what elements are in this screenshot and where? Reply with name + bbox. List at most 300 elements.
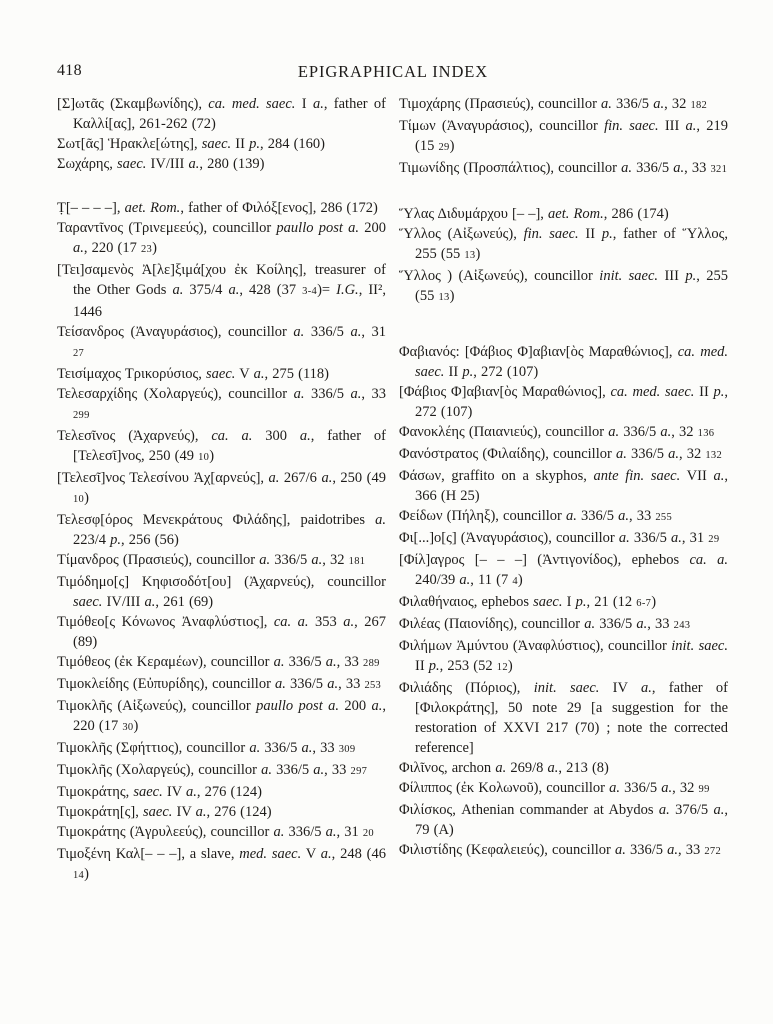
letter-group bbox=[57, 94, 386, 174]
entry-text: , 267 (89) bbox=[73, 614, 386, 650]
entry-text: I bbox=[562, 594, 576, 610]
entry-text: 376/5 bbox=[669, 802, 714, 818]
latin-abbrev-italic: fin. saec. bbox=[604, 118, 659, 134]
entry-text: , 31 bbox=[361, 324, 387, 340]
entry-text: , 31 bbox=[336, 824, 363, 840]
index-entry bbox=[399, 840, 728, 862]
entry-text: , 33 bbox=[629, 508, 656, 524]
latin-abbrev-italic: a. bbox=[343, 614, 355, 630]
entry-text: 336/5 bbox=[619, 424, 661, 440]
entry-text: [Φίλ]αγρος [– – –] (Ἀντιγονίδος), ephebos bbox=[399, 552, 690, 568]
index-entry bbox=[399, 158, 728, 180]
latin-abbrev-italic: a. bbox=[293, 324, 305, 340]
index-entry bbox=[399, 614, 728, 636]
entry-text: , 11 (7 bbox=[470, 572, 513, 588]
entry-text: , 21 (12 bbox=[586, 594, 637, 610]
entry-text: , II², 1446 bbox=[73, 282, 386, 320]
latin-abbrev-italic: a. bbox=[312, 96, 324, 112]
entry-text: , 79 (A) bbox=[415, 802, 728, 838]
entry-text: Σωχάρης, bbox=[57, 156, 118, 172]
latin-abbrev-italic: p. bbox=[462, 364, 474, 380]
line-number-small: 23 bbox=[140, 244, 153, 255]
index-entry bbox=[57, 738, 386, 760]
entry-text: 336/5 bbox=[626, 446, 669, 462]
entry-text: Τίμανδρος (Πρασιεύς), councillor bbox=[57, 552, 260, 568]
line-number-small: 132 bbox=[705, 450, 722, 461]
latin-abbrev-italic: a. bbox=[325, 824, 337, 840]
entry-text: Ὕλλος (Αἰξωνεύς), bbox=[399, 226, 524, 242]
index-entry bbox=[399, 758, 728, 778]
entry-text: Σωτ[ᾶς] Ἡρακλε[ώτης], bbox=[57, 136, 202, 152]
entry-text: 336/5 bbox=[625, 842, 668, 858]
latin-abbrev-italic: p. bbox=[110, 532, 122, 548]
entry-text: Φαβιανός: [Φάβιος Φ]αβιαν[ὸς Μαραθώνιος], bbox=[399, 344, 678, 360]
line-number-small: 136 bbox=[697, 428, 715, 439]
entry-text: V bbox=[235, 366, 254, 382]
index-entry bbox=[399, 678, 728, 758]
latin-abbrev-italic: a. bbox=[327, 676, 339, 692]
latin-abbrev-italic: a. bbox=[658, 802, 670, 818]
index-entry bbox=[399, 422, 728, 444]
line-number-small: 14 bbox=[73, 870, 85, 881]
line-number-small: 30 bbox=[122, 722, 134, 733]
line-number-small: 10 bbox=[198, 452, 210, 463]
entry-text: 353 bbox=[308, 614, 344, 630]
latin-abbrev-italic: saec. bbox=[117, 156, 147, 172]
entry-text: [Τελεσῖ]νος Τελεσίνου Ἀχ[αρνεύς], bbox=[57, 470, 269, 486]
entry-text: , 276 (124) bbox=[196, 784, 262, 800]
entry-text: )= bbox=[317, 282, 337, 298]
index-entry bbox=[57, 364, 386, 384]
entry-text: 336/5 bbox=[285, 676, 328, 692]
entry-text: ) bbox=[209, 448, 215, 464]
entry-text: , 256 (56) bbox=[121, 532, 179, 548]
entry-text: Φιλιάδης (Πόριος), bbox=[399, 680, 534, 696]
entry-text: , 272 (107) bbox=[415, 384, 728, 420]
entry-text: , father of Καλλί[ας], 261-262 (72) bbox=[73, 96, 386, 132]
index-entry bbox=[57, 696, 386, 738]
latin-abbrev-italic: init. saec. bbox=[599, 268, 659, 284]
line-number-small: 3-4 bbox=[302, 286, 318, 297]
latin-abbrev-italic: p. bbox=[601, 226, 613, 242]
entry-text: Φιλήμων Ἀμύντου (Ἀναφλύστιος), councillor bbox=[399, 638, 672, 654]
index-entry bbox=[399, 94, 728, 116]
entry-text: 336/5 bbox=[272, 762, 314, 778]
latin-abbrev-italic: p. bbox=[249, 136, 260, 152]
entry-text: Τεισίμαχος Τρικορύσιος, bbox=[57, 366, 207, 382]
entry-text: ) bbox=[84, 866, 89, 882]
latin-abbrev-italic: a. bbox=[195, 804, 207, 820]
latin-abbrev-italic: init. saec. bbox=[671, 638, 728, 654]
right-column bbox=[399, 94, 728, 862]
entry-text: Φανοκλέης (Παιανιεύς), councillor bbox=[399, 424, 609, 440]
latin-abbrev-italic: a. bbox=[608, 424, 620, 440]
entry-text: II bbox=[444, 364, 463, 380]
latin-abbrev-italic: a. bbox=[301, 740, 313, 756]
entry-text: , father of Φιλόξ[ενος], 286 (172) bbox=[180, 200, 378, 216]
index-entry bbox=[399, 204, 728, 224]
latin-abbrev-italic: a. bbox=[273, 824, 285, 840]
index-entry bbox=[57, 674, 386, 696]
latin-abbrev-italic: a. bbox=[275, 676, 286, 692]
latin-abbrev-italic: saec. bbox=[133, 784, 163, 800]
entry-text: IV bbox=[162, 784, 187, 800]
latin-abbrev-italic: a. bbox=[299, 428, 311, 444]
entry-text: 336/5 bbox=[304, 324, 351, 340]
latin-abbrev-italic: a. bbox=[495, 760, 507, 776]
latin-abbrev-italic: saec. bbox=[201, 136, 232, 152]
entry-text: 336/5 bbox=[595, 616, 637, 632]
entry-text: , 284 (160) bbox=[259, 136, 325, 152]
entry-text: Φιλιστίδης (Κεφαλειεύς), councillor bbox=[399, 842, 615, 858]
latin-abbrev-italic: a. bbox=[371, 698, 383, 714]
latin-abbrev-italic: a. bbox=[325, 654, 337, 670]
entry-text: V bbox=[301, 846, 321, 862]
latin-abbrev-italic: aet. Rom. bbox=[548, 206, 604, 222]
entry-text: 336/5 bbox=[611, 96, 654, 112]
index-entry bbox=[57, 782, 386, 802]
entry-text: Φιλίσκος, Athenian commander at Abydos bbox=[399, 802, 659, 818]
entry-text: ) bbox=[133, 718, 139, 734]
index-entry bbox=[57, 822, 386, 844]
index-entry bbox=[399, 466, 728, 506]
entry-text: , 213 (8) bbox=[558, 760, 609, 776]
entry-text: , 275 (118) bbox=[264, 366, 329, 382]
index-entry bbox=[57, 94, 386, 134]
entry-text: , 286 (174) bbox=[603, 206, 669, 222]
entry-text: [Τει]σαμενὸς Ἀ[λε]ξιμά[χου ἐκ Κοίλης], treasurer of the Other Gods bbox=[57, 262, 386, 298]
latin-abbrev-italic: a. bbox=[313, 762, 325, 778]
index-entry bbox=[399, 444, 728, 466]
line-number-small: 13 bbox=[464, 250, 476, 261]
index-entry bbox=[399, 778, 728, 800]
latin-abbrev-italic: saec. bbox=[73, 594, 103, 610]
latin-abbrev-italic: a. bbox=[636, 616, 648, 632]
entry-text: , 255 (55 bbox=[415, 268, 728, 304]
entry-text: Τιμωνίδης (Προσπάλτιος), councillor bbox=[399, 160, 622, 176]
entry-text: 200 bbox=[359, 220, 387, 236]
entry-text: Φίλιππος (ἐκ Κολωνοῦ), councillor bbox=[399, 780, 610, 796]
entry-text: Τιμόθεος (ἐκ Κεραμέων), councillor bbox=[57, 654, 274, 670]
index-entry bbox=[57, 550, 386, 572]
line-number-small: 309 bbox=[338, 744, 356, 755]
latin-abbrev-italic: a. bbox=[228, 282, 240, 298]
latin-abbrev-italic: a. bbox=[673, 160, 685, 176]
index-entry bbox=[399, 800, 728, 840]
letter-group bbox=[399, 204, 728, 308]
entry-text: II bbox=[415, 658, 429, 674]
index-entry bbox=[57, 468, 386, 510]
latin-abbrev-italic: a. bbox=[668, 446, 679, 462]
letter-group bbox=[399, 94, 728, 180]
latin-abbrev-italic: fin. saec. bbox=[523, 226, 579, 242]
entry-text: Τελεσφ[όρος Μενεκράτους Φιλάδης], paidotribes bbox=[57, 512, 376, 528]
entry-text: , 220 (17 bbox=[83, 240, 141, 256]
latin-abbrev-italic: a. bbox=[268, 470, 280, 486]
latin-abbrev-italic: med. saec. bbox=[239, 846, 302, 862]
entry-text: II bbox=[578, 226, 602, 242]
index-entry bbox=[57, 844, 386, 886]
line-number-small: 99 bbox=[698, 784, 710, 795]
latin-abbrev-italic: a. bbox=[350, 324, 362, 340]
entry-text: , 32 bbox=[678, 446, 706, 462]
entry-text: Φιλαθήναιος, ephebos bbox=[399, 594, 534, 610]
line-number-small: 6-7 bbox=[636, 598, 652, 609]
latin-abbrev-italic: a. bbox=[621, 160, 632, 176]
latin-abbrev-italic: a. bbox=[253, 366, 265, 382]
entry-text: , 280 (139) bbox=[199, 156, 265, 172]
entry-text: [Φάβιος Φ]αβιαν[ὸς Μαραθώνιος], bbox=[399, 384, 611, 400]
index-entry bbox=[57, 384, 386, 426]
entry-text: 269/8 bbox=[506, 760, 548, 776]
running-title: EPIGRAPHICAL INDEX bbox=[297, 62, 489, 81]
line-number-small: 253 bbox=[364, 680, 382, 691]
line-number-small: 255 bbox=[655, 512, 673, 523]
index-entry bbox=[399, 266, 728, 308]
entry-text: , father of Ὕλλος, 255 (55 bbox=[415, 226, 728, 262]
entry-text: III bbox=[658, 118, 686, 134]
entry-text: ) bbox=[507, 658, 513, 674]
line-number-small: 4 bbox=[512, 576, 518, 587]
entry-text: IV bbox=[172, 804, 196, 820]
line-number-small: 20 bbox=[362, 828, 374, 839]
index-entry bbox=[399, 224, 728, 266]
entry-text: Φάσων, graffito on a skyphos, bbox=[399, 468, 594, 484]
entry-text: Τιμοκράτη[ς], bbox=[57, 804, 143, 820]
entry-text: 375/4 bbox=[183, 282, 229, 298]
line-number-small: 29 bbox=[708, 534, 720, 545]
index-columns bbox=[57, 94, 729, 886]
entry-text: IV/III bbox=[146, 156, 189, 172]
entry-text: VII bbox=[680, 468, 714, 484]
entry-text: ) bbox=[651, 594, 657, 610]
left-column bbox=[57, 94, 386, 886]
entry-text: , 33 bbox=[336, 654, 364, 670]
latin-abbrev-italic: a. bbox=[584, 616, 596, 632]
latin-abbrev-italic: a. bbox=[618, 530, 630, 546]
latin-abbrev-italic: a. bbox=[618, 508, 629, 524]
line-number-small: 297 bbox=[350, 766, 368, 777]
latin-abbrev-italic: a. bbox=[188, 156, 200, 172]
latin-abbrev-italic: p. bbox=[685, 268, 697, 284]
entry-text: ) bbox=[517, 572, 523, 588]
line-number-small: 12 bbox=[496, 662, 508, 673]
page-number: 418 bbox=[57, 62, 82, 79]
line-number-small: 13 bbox=[438, 292, 450, 303]
line-number-small: 272 bbox=[704, 846, 722, 857]
index-entry bbox=[399, 382, 728, 422]
latin-abbrev-italic: saec. bbox=[142, 804, 173, 820]
entry-text: , 250 (49 bbox=[332, 470, 386, 486]
entry-text: Τιμοχάρης (Πρασιεύς), councillor bbox=[399, 96, 602, 112]
latin-abbrev-italic: a. bbox=[565, 508, 577, 524]
latin-abbrev-italic: ca. med. saec. bbox=[208, 96, 296, 112]
latin-abbrev-italic: a. bbox=[641, 680, 652, 696]
entry-text: , 33 bbox=[678, 842, 705, 858]
entry-text: Τελεσῖνος (Ἀχαρνεύς), bbox=[57, 428, 212, 444]
latin-abbrev-italic: p. bbox=[713, 384, 725, 400]
entry-text: Τείσανδρος (Ἀναγυράσιος), councillor bbox=[57, 324, 294, 340]
entry-text: , 272 (107) bbox=[473, 364, 539, 380]
latin-abbrev-italic: p. bbox=[428, 658, 440, 674]
entry-text: 336/5 bbox=[260, 740, 302, 756]
index-entry bbox=[57, 612, 386, 652]
latin-abbrev-italic: ca. med. saec. bbox=[415, 344, 729, 380]
index-entry bbox=[399, 506, 728, 528]
entry-text: , 33 bbox=[324, 762, 351, 778]
index-entry bbox=[399, 550, 728, 592]
entry-text: 336/5 bbox=[270, 552, 312, 568]
latin-abbrev-italic: a. bbox=[547, 760, 559, 776]
page-header bbox=[57, 62, 729, 84]
latin-abbrev-italic: a. bbox=[660, 424, 672, 440]
latin-abbrev-italic: a. bbox=[685, 118, 697, 134]
entry-text: ) bbox=[449, 138, 455, 154]
entry-text: Τιμόθεο[ς Κόνωνος Ἀναφλύστιος], bbox=[57, 614, 274, 630]
line-number-small: 29 bbox=[438, 142, 450, 153]
entry-text: Φι[...]ο[ς] (Ἀναγυράσιος), councillor bbox=[399, 530, 619, 546]
entry-text: , 33 bbox=[338, 676, 365, 692]
index-entry bbox=[57, 652, 386, 674]
entry-text: 336/5 bbox=[284, 824, 326, 840]
entry-text: , 33 bbox=[684, 160, 711, 176]
entry-text: 336/5 bbox=[631, 160, 674, 176]
entry-text: IV bbox=[599, 680, 642, 696]
entry-text: , 276 (124) bbox=[206, 804, 272, 820]
line-number-small: 182 bbox=[690, 100, 708, 111]
index-entry bbox=[57, 760, 386, 782]
latin-abbrev-italic: a. bbox=[320, 846, 332, 862]
entry-text: , 220 (17 bbox=[73, 698, 387, 734]
latin-abbrev-italic: a. bbox=[249, 740, 261, 756]
latin-abbrev-italic: paullo post a. bbox=[256, 698, 339, 714]
line-number-small: 321 bbox=[710, 164, 728, 175]
latin-abbrev-italic: a. bbox=[609, 780, 621, 796]
entry-text: 336/5 bbox=[629, 530, 672, 546]
entry-text: , 248 (46 bbox=[331, 846, 386, 862]
entry-text: Φείδων (Πήληξ), councillor bbox=[399, 508, 566, 524]
entry-text: , 32 bbox=[671, 424, 698, 440]
entry-text: II bbox=[694, 384, 714, 400]
entry-text: 300 bbox=[252, 428, 300, 444]
latin-abbrev-italic: a. bbox=[661, 780, 673, 796]
entry-text: Ὕλας Διδυμάρχου [– –], bbox=[399, 206, 549, 222]
entry-text: , 253 (52 bbox=[439, 658, 497, 674]
entry-text: 200 bbox=[338, 698, 372, 714]
latin-abbrev-italic: a. bbox=[713, 802, 725, 818]
entry-text: , 261 (69) bbox=[155, 594, 214, 610]
latin-abbrev-italic: a. bbox=[614, 842, 626, 858]
index-entry bbox=[399, 592, 728, 614]
entry-text: 336/5 bbox=[304, 386, 351, 402]
latin-abbrev-italic: a. bbox=[713, 468, 725, 484]
index-entry bbox=[57, 154, 386, 174]
index-entry bbox=[57, 572, 386, 612]
entry-text: Ὕλλος ) (Αἰξωνεύς), councillor bbox=[399, 268, 600, 284]
entry-text: , 366 (H 25) bbox=[415, 468, 728, 504]
entry-text: , 31 bbox=[681, 530, 709, 546]
latin-abbrev-italic: a. bbox=[671, 530, 682, 546]
entry-text: I bbox=[295, 96, 313, 112]
latin-abbrev-italic: I.G. bbox=[336, 282, 359, 298]
latin-abbrev-italic: a. bbox=[321, 470, 333, 486]
entry-text: Τιμοξένη Καλ[– – –], a slave, bbox=[57, 846, 240, 862]
entry-text: Τιμόδημο[ς] Κηφισοδότ[ου] (Ἀχαρνεύς), councillor bbox=[57, 574, 386, 590]
latin-abbrev-italic: a. bbox=[350, 386, 362, 402]
latin-abbrev-italic: a. bbox=[261, 762, 273, 778]
entry-text: , 32 bbox=[664, 96, 691, 112]
entry-text: , 428 (37 bbox=[239, 282, 303, 298]
letter-group bbox=[57, 198, 386, 886]
latin-abbrev-italic: ca. a. bbox=[211, 428, 253, 444]
index-entry bbox=[399, 636, 728, 678]
entry-text: , 33 bbox=[647, 616, 674, 632]
entry-text: 240/39 bbox=[415, 572, 460, 588]
entry-text: , 33 bbox=[361, 386, 386, 402]
entry-text: , 32 bbox=[322, 552, 349, 568]
index-entry bbox=[399, 116, 728, 158]
line-number-small: 181 bbox=[348, 556, 366, 567]
latin-abbrev-italic: ca. med. saec. bbox=[610, 384, 695, 400]
entry-text: Τελεσαρχίδης (Χολαργεύς), councillor bbox=[57, 386, 294, 402]
index-entry bbox=[57, 218, 386, 260]
latin-abbrev-italic: aet. Rom. bbox=[124, 200, 181, 216]
entry-text: ) bbox=[84, 490, 89, 506]
latin-abbrev-italic: a. bbox=[653, 96, 665, 112]
latin-abbrev-italic: a. bbox=[375, 512, 386, 528]
index-entry bbox=[57, 322, 386, 364]
entry-text: Φιλέας (Παιονίδης), councillor bbox=[399, 616, 585, 632]
latin-abbrev-italic: saec. bbox=[533, 594, 563, 610]
latin-abbrev-italic: ante fin. saec. bbox=[593, 468, 681, 484]
entry-text: 336/5 bbox=[284, 654, 326, 670]
line-number-small: 299 bbox=[73, 410, 90, 421]
entry-text: [Σ]ωτᾶς (Σκαμβωνίδης), bbox=[57, 96, 209, 112]
entry-text: III bbox=[658, 268, 686, 284]
latin-abbrev-italic: a. bbox=[459, 572, 471, 588]
entry-text: Τίμων (Ἀναγυράσιος), councillor bbox=[399, 118, 605, 134]
entry-text: Τιμοκλῆς (Χολαργεύς), councillor bbox=[57, 762, 262, 778]
entry-text: , father of [Τελεσῖ]νος, 250 (49 bbox=[73, 428, 387, 464]
index-entry bbox=[57, 134, 386, 154]
entry-text: Ταραντῖνος (Τρινεμεεύς), councillor bbox=[57, 220, 277, 236]
entry-text: II bbox=[231, 136, 250, 152]
entry-text: Ṭ[– – – –], bbox=[57, 200, 125, 216]
latin-abbrev-italic: a. bbox=[667, 842, 678, 858]
index-entry bbox=[57, 802, 386, 822]
letter-group bbox=[399, 342, 728, 862]
entry-text: Φιλῖνος, archon bbox=[399, 760, 496, 776]
latin-abbrev-italic: init. saec. bbox=[533, 680, 600, 696]
entry-text: 336/5 bbox=[576, 508, 619, 524]
latin-abbrev-italic: a. bbox=[615, 446, 627, 462]
index-entry bbox=[399, 342, 728, 382]
line-number-small: 289 bbox=[363, 658, 380, 669]
index-entry bbox=[57, 510, 386, 550]
index-entry bbox=[57, 198, 386, 218]
latin-abbrev-italic: a. bbox=[144, 594, 156, 610]
latin-abbrev-italic: p. bbox=[575, 594, 587, 610]
latin-abbrev-italic: a. bbox=[172, 282, 184, 298]
entry-text: Τιμοκλῆς (Σφήττιος), councillor bbox=[57, 740, 250, 756]
entry-text: Φανόστρατος (Φιλαίδης), councillor bbox=[399, 446, 616, 462]
latin-abbrev-italic: saec. bbox=[206, 366, 236, 382]
index-entry bbox=[399, 528, 728, 550]
line-number-small: 27 bbox=[73, 348, 85, 359]
entry-text: , 32 bbox=[672, 780, 699, 796]
latin-abbrev-italic: a. bbox=[259, 552, 271, 568]
latin-abbrev-italic: a. bbox=[186, 784, 197, 800]
